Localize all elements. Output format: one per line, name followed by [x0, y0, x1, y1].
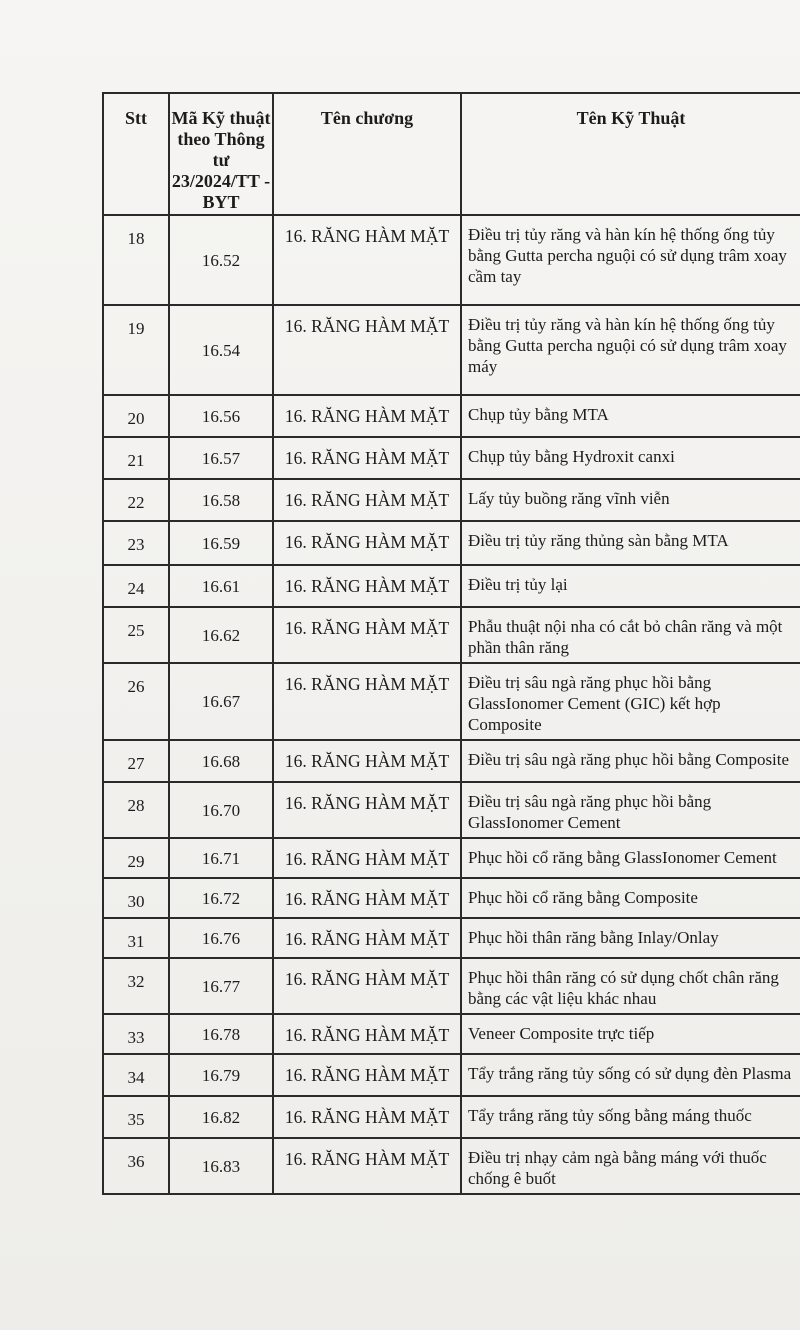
row-chapter: 16. RĂNG HÀM MẶT: [273, 782, 461, 838]
table-row: [103, 878, 800, 918]
row-name: Phục hồi cổ răng bằng GlassIonomer Cement: [461, 838, 800, 878]
row-code: 16.83: [169, 1138, 273, 1194]
row-chapter: 16. RĂNG HÀM MẶT: [273, 607, 461, 663]
row-stt: 29: [103, 838, 169, 878]
row-stt: 23: [103, 521, 169, 565]
row-code: 16.62: [169, 607, 273, 663]
table-row: [103, 565, 800, 607]
row-stt: 26: [103, 663, 169, 740]
table-row: [103, 918, 800, 958]
row-code: 16.82: [169, 1096, 273, 1138]
row-chapter: 16. RĂNG HÀM MẶT: [273, 395, 461, 437]
row-chapter: 16. RĂNG HÀM MẶT: [273, 437, 461, 479]
table-row: [103, 1014, 800, 1054]
row-name: Điều trị tủy răng và hàn kín hệ thống ống tủy bằng Gutta percha nguội có sử dụng trâm xoay máy: [461, 305, 800, 395]
row-name: Lấy tủy buồng răng vĩnh viễn: [461, 479, 800, 521]
row-stt: 27: [103, 740, 169, 782]
row-chapter: 16. RĂNG HÀM MẶT: [273, 521, 461, 565]
row-chapter: 16. RĂNG HÀM MẶT: [273, 565, 461, 607]
row-code: 16.59: [169, 521, 273, 565]
row-chapter: 16. RĂNG HÀM MẶT: [273, 740, 461, 782]
procedure-table: [102, 92, 800, 1195]
row-chapter: 16. RĂNG HÀM MẶT: [273, 305, 461, 395]
row-code: 16.52: [169, 215, 273, 305]
row-chapter: 16. RĂNG HÀM MẶT: [273, 878, 461, 918]
row-code: 16.67: [169, 663, 273, 740]
row-name: Điều trị nhạy cảm ngà bằng máng với thuốc chống ê buốt: [461, 1138, 800, 1194]
row-code: 16.72: [169, 878, 273, 918]
row-code: 16.56: [169, 395, 273, 437]
table-row: [103, 958, 800, 1014]
row-stt: 21: [103, 437, 169, 479]
row-name: Tẩy trắng răng tủy sống bằng máng thuốc: [461, 1096, 800, 1138]
row-stt: 34: [103, 1054, 169, 1096]
row-chapter: 16. RĂNG HÀM MẶT: [273, 1054, 461, 1096]
row-chapter: 16. RĂNG HÀM MẶT: [273, 215, 461, 305]
row-chapter: 16. RĂNG HÀM MẶT: [273, 958, 461, 1014]
row-stt: 31: [103, 918, 169, 958]
row-name: Veneer Composite trực tiếp: [461, 1014, 800, 1054]
row-code: 16.68: [169, 740, 273, 782]
table-row: [103, 479, 800, 521]
row-name: Phục hồi thân răng có sử dụng chốt chân răng bằng các vật liệu khác nhau: [461, 958, 800, 1014]
row-code: 16.79: [169, 1054, 273, 1096]
header-ten-chuong: Tên chương: [273, 93, 461, 215]
row-stt: 30: [103, 878, 169, 918]
row-stt: 24: [103, 565, 169, 607]
row-name: Chụp tủy bằng Hydroxit canxi: [461, 437, 800, 479]
table-row: [103, 663, 800, 740]
row-code: 16.76: [169, 918, 273, 958]
row-name: Điều trị tủy răng thủng sàn bằng MTA: [461, 521, 800, 565]
table-header-row: [103, 93, 800, 215]
row-name: Điều trị sâu ngà răng phục hồi bằng Composite: [461, 740, 800, 782]
table-body: [103, 215, 800, 1194]
row-code: 16.57: [169, 437, 273, 479]
row-chapter: 16. RĂNG HÀM MẶT: [273, 663, 461, 740]
table-row: [103, 395, 800, 437]
row-stt: 25: [103, 607, 169, 663]
row-stt: 28: [103, 782, 169, 838]
row-chapter: 16. RĂNG HÀM MẶT: [273, 918, 461, 958]
row-name: Chụp tủy bằng MTA: [461, 395, 800, 437]
header-stt: Stt: [103, 93, 169, 215]
row-name: Tẩy trắng răng tủy sống có sử dụng đèn Plasma: [461, 1054, 800, 1096]
row-stt: 36: [103, 1138, 169, 1194]
table-row: [103, 838, 800, 878]
row-code: 16.71: [169, 838, 273, 878]
procedure-table-container: [102, 92, 800, 1195]
table-row: [103, 305, 800, 395]
row-code: 16.54: [169, 305, 273, 395]
row-chapter: 16. RĂNG HÀM MẶT: [273, 1096, 461, 1138]
table-row: [103, 740, 800, 782]
row-stt: 32: [103, 958, 169, 1014]
row-code: 16.70: [169, 782, 273, 838]
row-code: 16.78: [169, 1014, 273, 1054]
row-name: Phẫu thuật nội nha có cắt bỏ chân răng và một phần thân răng: [461, 607, 800, 663]
row-chapter: 16. RĂNG HÀM MẶT: [273, 838, 461, 878]
table-row: [103, 1054, 800, 1096]
table-row: [103, 782, 800, 838]
row-stt: 20: [103, 395, 169, 437]
row-name: Điều trị sâu ngà răng phục hồi bằng GlassIonomer Cement: [461, 782, 800, 838]
table-row: [103, 1138, 800, 1194]
table-row: [103, 521, 800, 565]
row-code: 16.77: [169, 958, 273, 1014]
table-row: [103, 1096, 800, 1138]
row-chapter: 16. RĂNG HÀM MẶT: [273, 1138, 461, 1194]
row-name: Phục hồi cổ răng bằng Composite: [461, 878, 800, 918]
row-name: Điều trị tủy răng và hàn kín hệ thống ống tủy bằng Gutta percha nguội có sử dụng trâm xoay cầm tay: [461, 215, 800, 305]
row-chapter: 16. RĂNG HÀM MẶT: [273, 479, 461, 521]
table-row: [103, 607, 800, 663]
row-chapter: 16. RĂNG HÀM MẶT: [273, 1014, 461, 1054]
row-code: 16.58: [169, 479, 273, 521]
row-name: Điều trị sâu ngà răng phục hồi bằng GlassIonomer Cement (GIC) kết hợp Composite: [461, 663, 800, 740]
table-row: [103, 215, 800, 305]
row-code: 16.61: [169, 565, 273, 607]
row-name: Phục hồi thân răng bằng Inlay/Onlay: [461, 918, 800, 958]
row-stt: 22: [103, 479, 169, 521]
header-ten-ky-thuat: Tên Kỹ Thuật: [461, 93, 800, 215]
row-stt: 35: [103, 1096, 169, 1138]
row-stt: 33: [103, 1014, 169, 1054]
row-name: Điều trị tủy lại: [461, 565, 800, 607]
row-stt: 19: [103, 305, 169, 395]
header-ma-ky-thuat: Mã Kỹ thuật theo Thông tư 23/2024/TT -BYT: [169, 93, 273, 215]
table-row: [103, 437, 800, 479]
row-stt: 18: [103, 215, 169, 305]
